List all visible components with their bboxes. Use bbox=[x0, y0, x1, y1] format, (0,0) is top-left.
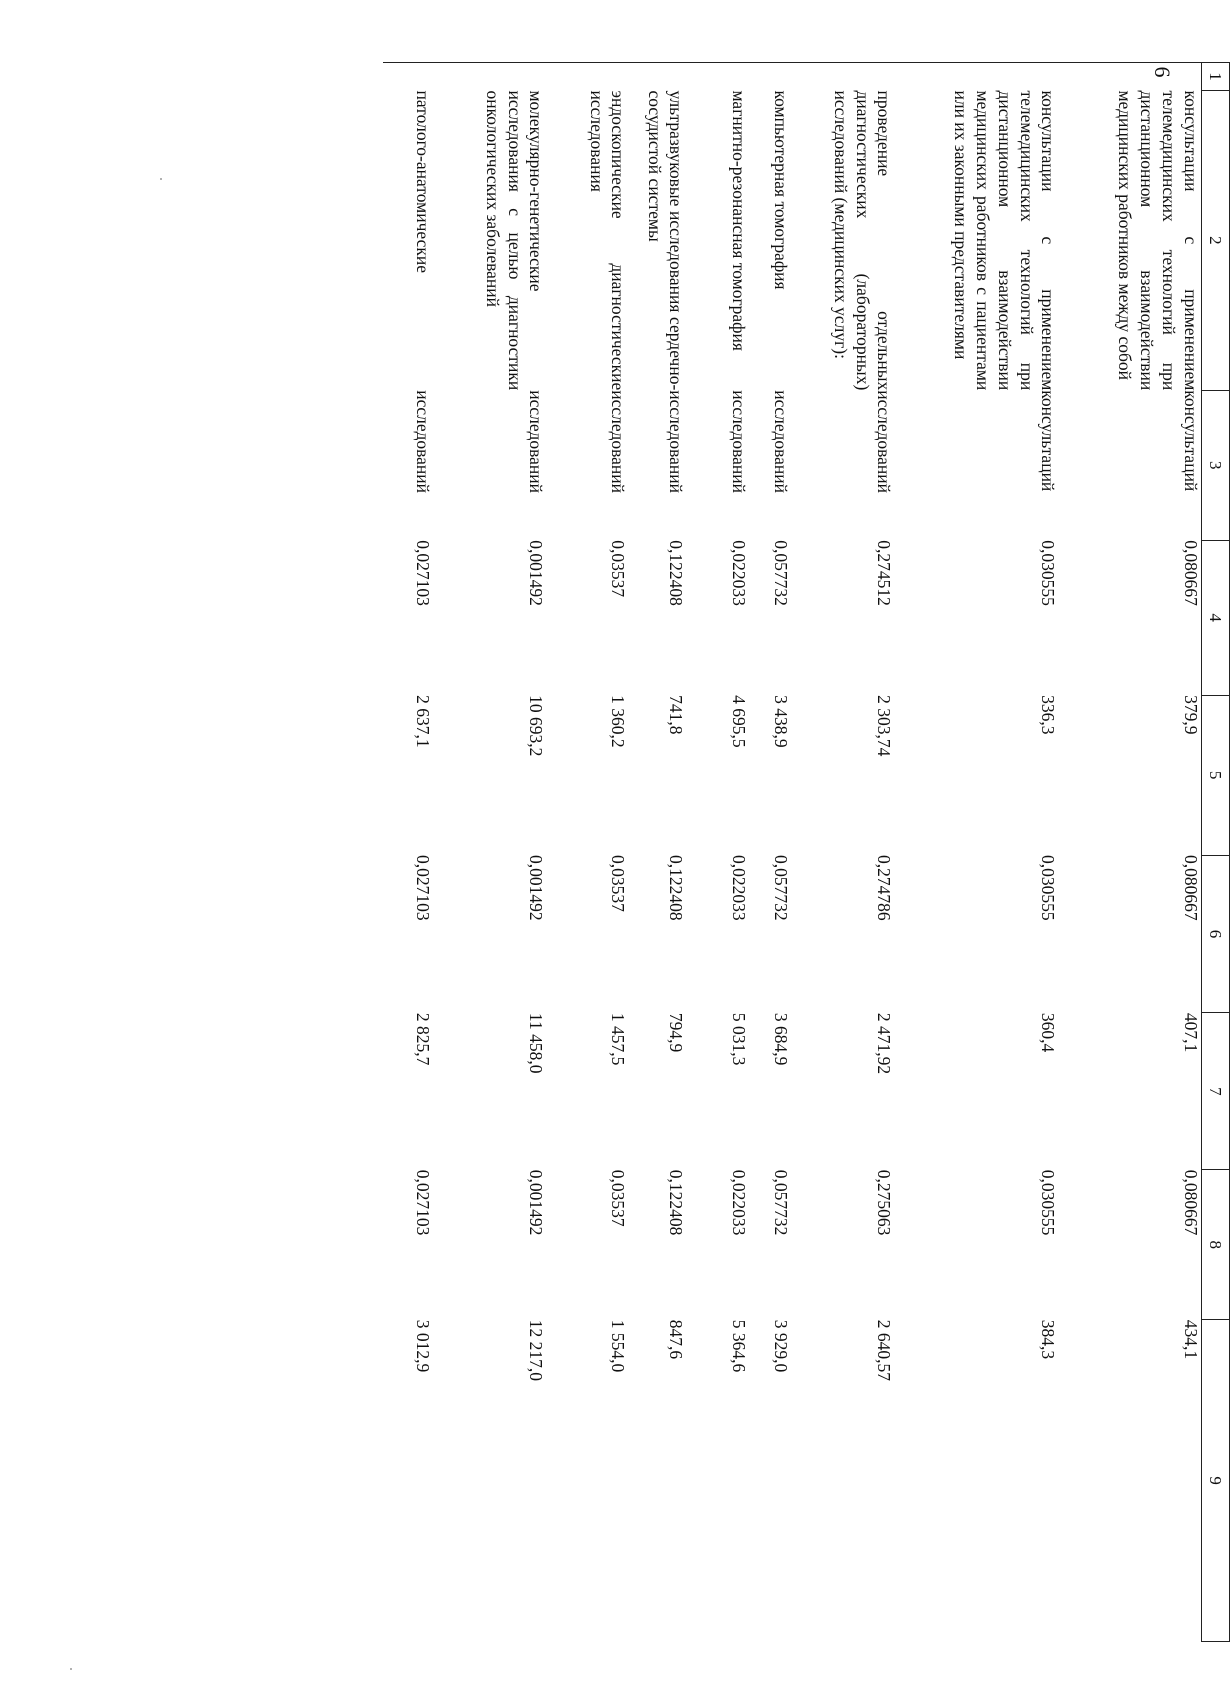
scan-speck bbox=[160, 178, 162, 180]
value-cell: 10 693,2 bbox=[526, 695, 547, 757]
value-cell: 0,080667 bbox=[1181, 855, 1201, 921]
value-cell: 2 471,92 bbox=[874, 1012, 895, 1075]
value-cell: 0,001492 bbox=[526, 540, 547, 606]
rotated-page-content bbox=[200, 62, 1230, 1642]
row-number-cell bbox=[687, 63, 750, 91]
header-cell: 3 bbox=[1202, 390, 1230, 540]
table-row bbox=[434, 63, 547, 1642]
row-number-cell bbox=[792, 63, 895, 91]
value-cell: 0,057732 bbox=[771, 540, 792, 606]
row-number-cell bbox=[895, 63, 1059, 91]
value-cell: 0,274786 bbox=[874, 855, 895, 921]
value-cell: 0,122408 bbox=[666, 855, 687, 921]
header-cell: 5 bbox=[1202, 695, 1230, 855]
unit-cell: исследований bbox=[413, 390, 434, 493]
service-name-cell: патолого-анатомические bbox=[413, 90, 434, 274]
value-cell: 2 640,57 bbox=[874, 1319, 895, 1381]
value-cell: 0,03537 bbox=[608, 540, 629, 598]
table-row bbox=[895, 63, 1059, 1642]
value-cell: 0,027103 bbox=[413, 855, 434, 921]
value-cell: 0,03537 bbox=[608, 1169, 629, 1227]
header-cell: 2 bbox=[1202, 90, 1230, 390]
value-cell: 794,9 bbox=[666, 1012, 687, 1053]
unit-cell: исследований bbox=[666, 390, 687, 493]
page-number: 6 bbox=[1150, 66, 1175, 78]
value-cell: 1 457,5 bbox=[608, 1012, 629, 1066]
value-cell: 0,027103 bbox=[413, 1169, 434, 1236]
row-number-cell bbox=[547, 63, 629, 91]
service-name-cell: консультации с применением телемедицинских технологий при дистанционном взаимодействии медицинских работников с пациентами или их законными представителями bbox=[951, 90, 1059, 391]
table-row bbox=[792, 63, 895, 1642]
header-cell: 7 bbox=[1202, 1013, 1230, 1170]
value-cell: 336,3 bbox=[1038, 695, 1059, 735]
value-cell: 0,001492 bbox=[526, 855, 547, 921]
service-name-cell: молекулярно-генетические исследования с целью диагностики онкологических заболеваний bbox=[482, 90, 547, 391]
service-name-cell: консультации с применением телемедицинских технологий при дистанционном взаимодействии медицинских работников между собой bbox=[1115, 90, 1201, 391]
value-cell: 0,080667 bbox=[1181, 540, 1201, 606]
unit-cell: исследований bbox=[729, 390, 750, 493]
value-cell: 0,122408 bbox=[666, 540, 687, 606]
unit-cell: консультаций bbox=[1181, 390, 1201, 492]
service-name-cell: магнитно-резонансная томография bbox=[729, 90, 750, 351]
scan-speck bbox=[70, 1668, 72, 1670]
value-cell: 5 364,6 bbox=[729, 1319, 750, 1373]
value-cell: 3 438,9 bbox=[771, 695, 792, 748]
column-number-header bbox=[1202, 63, 1230, 1642]
service-name-cell: эндоскопические диагностические исследования bbox=[586, 90, 629, 391]
header-cell: 8 bbox=[1202, 1170, 1230, 1320]
table-body bbox=[384, 63, 1202, 1642]
unit-cell: исследований bbox=[771, 390, 792, 493]
value-cell: 3 684,9 bbox=[771, 1012, 792, 1066]
value-cell: 0,001492 bbox=[526, 1169, 547, 1236]
row-number-cell bbox=[629, 63, 687, 91]
value-cell: 384,3 bbox=[1038, 1319, 1059, 1360]
row-number-cell bbox=[1059, 63, 1202, 91]
value-cell: 11 458,0 bbox=[526, 1012, 547, 1074]
table-row bbox=[1059, 63, 1202, 1642]
header-cell: 4 bbox=[1202, 540, 1230, 695]
value-cell: 3 929,0 bbox=[771, 1319, 792, 1373]
value-cell: 847,6 bbox=[666, 1319, 687, 1360]
value-cell: 2 637,1 bbox=[413, 695, 434, 748]
value-cell: 2 303,74 bbox=[874, 695, 895, 757]
value-cell: 434,1 bbox=[1181, 1319, 1201, 1360]
value-cell: 0,122408 bbox=[666, 1169, 687, 1236]
header-cell: 6 bbox=[1202, 855, 1230, 1013]
value-cell: 1 360,2 bbox=[608, 695, 629, 748]
table-row bbox=[629, 63, 687, 1642]
table-row bbox=[750, 63, 792, 1642]
unit-cell: исследований bbox=[608, 390, 629, 493]
row-number-cell bbox=[434, 63, 547, 91]
value-cell: 2 825,7 bbox=[413, 1012, 434, 1066]
value-cell: 0,275063 bbox=[874, 1169, 895, 1236]
unit-cell: исследований bbox=[874, 390, 895, 493]
value-cell: 0,027103 bbox=[413, 540, 434, 606]
value-cell: 379,9 bbox=[1181, 695, 1201, 735]
row-number-cell bbox=[750, 63, 792, 91]
header-cell: 9 bbox=[1202, 1320, 1230, 1642]
value-cell: 5 031,3 bbox=[729, 1012, 750, 1066]
value-cell: 3 012,9 bbox=[413, 1319, 434, 1373]
row-number-cell bbox=[384, 63, 434, 91]
service-name-cell: ультразвуковые исследования сердечно-сосудистой системы bbox=[644, 90, 687, 391]
header-cell: 1 bbox=[1202, 63, 1230, 91]
value-cell: 12 217,0 bbox=[526, 1319, 547, 1381]
value-cell: 0,057732 bbox=[771, 855, 792, 921]
service-name-cell: компьютерная томография bbox=[771, 90, 792, 290]
value-cell: 0,022033 bbox=[729, 540, 750, 606]
value-cell: 0,022033 bbox=[729, 855, 750, 921]
value-cell: 0,03537 bbox=[608, 855, 629, 912]
value-cell: 1 554,0 bbox=[608, 1319, 629, 1373]
value-cell: 0,080667 bbox=[1181, 1169, 1201, 1236]
table-row bbox=[384, 63, 434, 1642]
service-name-cell: проведение отдельных диагностических (лабораторных) исследований (медицинских услуг): bbox=[830, 90, 895, 391]
value-cell: 0,057732 bbox=[771, 1169, 792, 1236]
unit-cell: консультаций bbox=[1038, 390, 1059, 492]
value-cell: 0,030555 bbox=[1038, 855, 1059, 921]
value-cell: 741,8 bbox=[666, 695, 687, 735]
value-cell: 360,4 bbox=[1038, 1012, 1059, 1053]
value-cell: 407,1 bbox=[1181, 1012, 1201, 1053]
tariff-table bbox=[384, 62, 1230, 1642]
unit-cell: исследований bbox=[526, 390, 547, 493]
value-cell: 0,022033 bbox=[729, 1169, 750, 1236]
table-row bbox=[547, 63, 629, 1642]
table-row bbox=[687, 63, 750, 1642]
value-cell: 0,030555 bbox=[1038, 1169, 1059, 1236]
value-cell: 0,030555 bbox=[1038, 540, 1059, 606]
value-cell: 0,274512 bbox=[874, 540, 895, 606]
value-cell: 4 695,5 bbox=[729, 695, 750, 748]
